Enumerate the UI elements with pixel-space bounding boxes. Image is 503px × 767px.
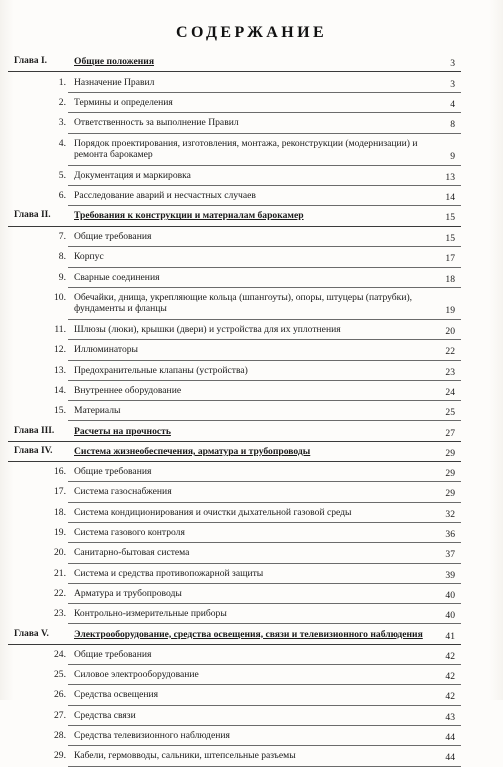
toc-item-row[interactable] (0, 543, 503, 563)
page-number: 19 (445, 305, 455, 316)
page-number: 15 (445, 212, 455, 224)
chapter-label: Глава III. (14, 425, 55, 436)
toc-item-row[interactable] (0, 564, 503, 584)
item-number: 25. (54, 669, 66, 681)
item-title: Средства телевизионного наблюдения (74, 730, 230, 741)
chapter-label: Глава I. (14, 56, 47, 66)
toc-item-row[interactable] (0, 503, 503, 523)
item-title: Общие требования (74, 648, 152, 660)
page-number: 42 (445, 691, 455, 703)
item-number: 3. (58, 117, 66, 129)
page-number: 17 (445, 253, 455, 265)
page-number: 23 (445, 366, 455, 378)
toc-item-row[interactable] (0, 186, 503, 206)
item-number: 28. (54, 730, 66, 741)
item-number: 13. (54, 364, 66, 376)
item-number: 27. (54, 709, 66, 721)
item-title: Кабели, гермовводы, сальники, штепсельные разъемы (74, 750, 296, 762)
item-number: 26. (54, 689, 66, 701)
page-number: 29 (445, 488, 455, 500)
toc-item-row[interactable] (0, 227, 503, 247)
page-number: 24 (445, 386, 455, 398)
item-number: 21. (54, 567, 66, 579)
toc-item-row[interactable] (0, 113, 503, 133)
chapter-label: Глава IV. (14, 445, 53, 456)
toc-chapter-row[interactable] (0, 206, 503, 226)
item-title: Корпус (74, 251, 104, 263)
item-number: 11. (54, 324, 66, 335)
toc-item-row[interactable] (0, 166, 503, 186)
page-number: 42 (445, 650, 455, 662)
page-number: 27 (445, 427, 455, 439)
item-number: 6. (58, 190, 66, 201)
item-number: 17. (54, 486, 66, 498)
item-number: 24. (54, 648, 66, 660)
page-title: СОДЕРЖАНИЕ (175, 24, 328, 41)
toc-item-row[interactable] (0, 726, 503, 746)
item-number: 15. (54, 405, 66, 417)
item-number: 23. (54, 608, 66, 620)
item-title: Арматура и трубопроводы (74, 587, 182, 599)
item-title: Термины и определения (74, 97, 173, 109)
item-number: 12. (54, 344, 66, 356)
item-number: 8. (58, 251, 66, 263)
page-number: 3 (450, 58, 455, 69)
chapter-label: Глава V. (14, 628, 49, 639)
toc-item-row[interactable] (0, 604, 503, 624)
item-title: Материалы (74, 405, 121, 417)
item-number: 2. (58, 97, 66, 109)
page-number: 25 (445, 407, 455, 419)
toc-item-row[interactable] (0, 523, 503, 543)
toc-item-row[interactable] (0, 401, 503, 421)
item-number: 14. (54, 384, 66, 396)
item-title: Система газового контроля (74, 527, 185, 538)
toc-item-row[interactable] (0, 706, 503, 726)
item-number: 1. (58, 76, 66, 88)
item-number: 19. (54, 527, 66, 538)
toc-chapter-row[interactable] (0, 52, 503, 72)
item-title: Санитарно-бытовая система (74, 547, 190, 559)
toc-item-row[interactable] (0, 340, 503, 360)
toc-item-row[interactable] (0, 288, 503, 320)
item-title: Система и средства противопожарной защиты (74, 567, 264, 579)
toc-chapter-row[interactable] (0, 625, 503, 645)
item-title: Сварные соединения (74, 271, 160, 283)
item-title: Общие требования (74, 231, 152, 243)
item-title: Силовое электрооборудование (74, 669, 199, 681)
toc-item-row[interactable] (0, 361, 503, 381)
item-number: 18. (54, 506, 66, 518)
page-number: 42 (445, 671, 455, 683)
item-title: Предохранительные клапаны (устройства) (74, 364, 248, 376)
item-title: Расследование аварий и несчастных случаев (74, 190, 256, 201)
row-divider (68, 766, 461, 767)
chapter-title: Электрооборудование, средства освещения, связи и телевизионного наблюдения (74, 628, 423, 640)
item-number: 4. (58, 137, 66, 149)
toc-item-row[interactable] (0, 584, 503, 604)
item-number: 10. (54, 292, 66, 303)
toc-item-row[interactable] (0, 247, 503, 267)
toc-item-row[interactable] (0, 93, 503, 113)
toc-item-row[interactable] (0, 482, 503, 502)
chapter-title: Расчеты на прочность (74, 425, 171, 437)
page-number: 20 (445, 326, 455, 337)
item-title: Внутреннее оборудование (74, 384, 182, 396)
page-number: 29 (445, 447, 455, 459)
page-number: 15 (445, 233, 455, 245)
item-number: 29. (54, 750, 66, 762)
item-title: Шлюзы (люки), крышки (двери) и устройства для их уплотнения (74, 324, 341, 335)
chapter-title: Система жизнеобеспечения, арматура и трубопроводы (74, 445, 311, 457)
item-title: Система кондиционирования и очистки дыхательной газовой среды (74, 506, 352, 518)
item-number: 9. (58, 271, 66, 283)
page-number: 22 (445, 346, 455, 358)
toc-item-row[interactable] (0, 320, 503, 340)
item-title: Иллюминаторы (74, 344, 138, 356)
page-number: 44 (445, 752, 455, 764)
page-number: 44 (445, 732, 455, 743)
page-number: 41 (445, 630, 455, 642)
item-number: 16. (54, 466, 66, 478)
toc-item-row[interactable] (0, 381, 503, 401)
page-number: 9 (450, 150, 455, 162)
item-title: Документация и маркировка (74, 169, 191, 181)
page-number: 18 (445, 273, 455, 285)
toc-chapter-row[interactable] (0, 422, 503, 442)
page-number: 40 (445, 610, 455, 622)
toc-item-row[interactable] (0, 685, 503, 705)
toc-item-row[interactable] (0, 665, 503, 685)
toc-item-row[interactable] (0, 645, 503, 665)
toc-item-row[interactable] (0, 73, 503, 93)
toc-item-row[interactable] (0, 462, 503, 482)
page-number: 32 (445, 508, 455, 520)
item-title: Контрольно-измерительные приборы (74, 608, 227, 620)
item-title: Средства связи (74, 709, 136, 721)
page-number: 4 (450, 99, 455, 111)
page-number: 36 (445, 529, 455, 540)
item-title: Средства освещения (74, 689, 159, 701)
page-number: 39 (445, 569, 455, 581)
toc-chapter-row[interactable] (0, 442, 503, 462)
item-title: Обечайки, днища, укрепляющие кольца (шпангоуты), опоры, штуцеры (патрубки), фундаменты и фланцы (74, 292, 413, 314)
item-title: Порядок проектирования, изготовления, монтажа, реконструкции (модернизации) и ремонта барокамер (74, 137, 418, 160)
page-number: 29 (445, 468, 455, 480)
item-title: Назначение Правил (74, 76, 155, 88)
item-number: 22. (54, 587, 66, 599)
item-number: 5. (58, 169, 66, 181)
chapter-label: Глава II. (14, 210, 51, 221)
page-number: 13 (445, 171, 455, 183)
item-title: Система газоснабжения (74, 486, 172, 498)
page-number: 8 (450, 119, 455, 131)
toc-item-row[interactable] (0, 268, 503, 288)
page-number: 43 (445, 711, 455, 723)
item-title: Общие требования (74, 466, 152, 478)
item-title: Ответственность за выполнение Правил (74, 117, 239, 129)
item-number: 20. (54, 547, 66, 559)
toc-item-row[interactable] (0, 134, 503, 166)
item-number: 7. (58, 231, 66, 243)
chapter-title: Требования к конструкции и материалам барокамер (74, 210, 304, 222)
page-number: 14 (445, 192, 455, 203)
page-number: 37 (445, 549, 455, 561)
page-number: 3 (450, 78, 455, 90)
toc-item-row[interactable] (0, 746, 503, 766)
page-number: 40 (445, 589, 455, 601)
chapter-title: Общие положения (74, 56, 155, 67)
